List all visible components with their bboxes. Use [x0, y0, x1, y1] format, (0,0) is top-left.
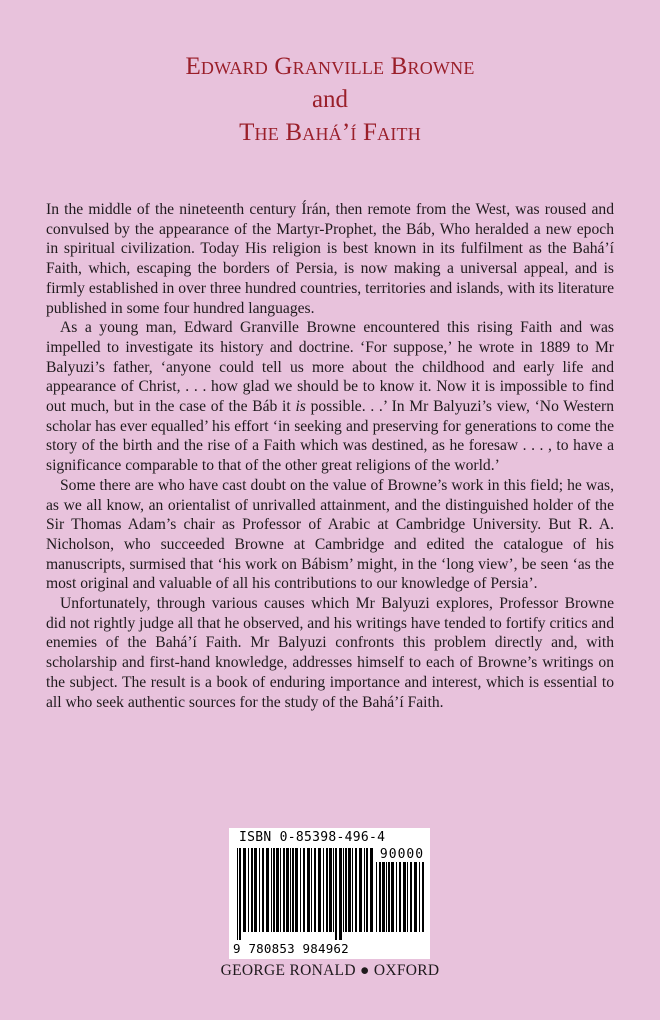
barcode-bar [290, 848, 291, 932]
barcode-bar [333, 848, 334, 932]
barcode-bar [283, 848, 285, 932]
barcode-bar [407, 862, 408, 932]
barcode-bar [388, 862, 390, 932]
barcode-bar [248, 848, 249, 932]
blurb-paragraph-4: Unfortunately, through various causes which Mr Balyuzi explores, Professor Browne did not rightly judge all that he observed, and his writings have tended to fortify critics and enemies of the Bahá’í Faith. Mr Balyuzi confronts this problem directly and, with scholarship and first-hand knowledge, addresses himself to each of Browne’s writings on the subject. The result is a book of enduring importance and interest, which is essential to all who seek authentic sources for the study of the Bahá’í Faith. [46, 595, 614, 711]
barcode-bar [399, 862, 401, 932]
barcode-bar [329, 848, 332, 932]
barcode-bar [243, 848, 246, 932]
barcode-bar [280, 848, 281, 932]
title-block [0, 50, 660, 149]
blurb-text [46, 200, 614, 712]
barcode-bar [419, 862, 420, 932]
barcode-bar [422, 862, 424, 932]
barcode-bar [352, 848, 353, 932]
barcode-bar [239, 848, 241, 940]
blurb-paragraph-3: Some there are who have cast doubt on the value of Browne’s work in this field; he was, as we all know, an orientalist of unrivalled attainment, and the distinguished holder of the Sir Thomas Adam’s chair as Professor of Arabic at Cambridge University. But R. A. Nicholson, who succeeded Browne at Cambridge and edited the catalogue of his manuscripts, surmised that ‘his work on Bábism’ might, in the ‘long view’, be seen ‘as the most original and valuable of all his contributions to our knowledge of Persia’. [46, 476, 614, 593]
barcode-bar [303, 848, 305, 932]
isbn-label: ISBN 0-85398-496-4 [239, 830, 386, 845]
barcode-bar [276, 848, 279, 932]
barcode-bar [370, 848, 373, 932]
title-line-3: The Bahá’í Faith [239, 119, 421, 146]
barcode-bar [300, 848, 301, 932]
barcode-bar [266, 848, 269, 932]
barcode-bar [326, 848, 328, 932]
ean-bars [237, 848, 373, 940]
barcode-bar [273, 848, 275, 932]
addon-number: 90000 [379, 847, 425, 862]
barcode [229, 828, 430, 959]
barcode-bar [366, 848, 368, 932]
barcode-bar [323, 848, 324, 932]
barcode-bar [307, 848, 310, 932]
barcode-bar [254, 848, 257, 932]
barcode-bar [271, 848, 272, 932]
barcode-bar [339, 848, 342, 940]
barcode-bar [379, 862, 381, 932]
barcode-bar [355, 848, 357, 932]
barcode-bar [348, 848, 351, 932]
barcode-bar [345, 848, 347, 932]
blurb-paragraph-2: As a young man, Edward Granville Browne encountered this rising Faith and was impelled to investigate its history and doctrine. ‘For suppose,’ he wrote in 1889 to Mr Balyuzi’s father, ‘anyone could tell us more about the childhood and early life and appearance of Christ, . . . how glad we should be to know it. Now it is impossible to find out much, but in the case of the Báb it is possible. . .’ In Mr Balyuzi’s view, ‘No Western scholar has ever equalled’ his effort ‘in seeking and preserving for generations to come the story of the birth and the rise of a Faith which was destined, as he foresaw . . . , to have a significance comparable to that of the other great religions of the world.’ [46, 319, 615, 475]
barcode-bar [410, 862, 412, 932]
barcode-bar [286, 848, 289, 932]
barcode-bar [382, 862, 385, 932]
barcode-bar [335, 848, 337, 940]
barcode-bar [403, 862, 406, 932]
addon-bars [376, 862, 424, 940]
barcode-bar [396, 862, 397, 932]
barcode-bar [262, 848, 264, 932]
barcode-bar [314, 848, 316, 932]
ean-number: 9 780853 984962 [233, 941, 349, 956]
publisher-imprint: GEORGE RONALD ● OXFORD [220, 962, 440, 979]
barcode-bar [318, 848, 321, 932]
barcode-bar [311, 848, 312, 932]
title-line-1: Edward Granville Browne [185, 53, 475, 80]
barcode-bar [237, 848, 238, 940]
barcode-bar [391, 862, 394, 932]
barcode-bar [376, 862, 377, 932]
barcode-bar [292, 848, 294, 932]
title-line-2: and [311, 86, 349, 113]
blurb-paragraph-1: In the middle of the nineteenth century Írán, then remote from the West, was roused and convulsed by the appearance of the Martyr-Prophet, the Báb, Who heralded a new epoch in spiritual civilization. Today His religion is best known in its fulfilment as the Bahá’í Faith, which, escaping the borders of Persia, is now making a universal appeal, and is firmly established in over three hundred countries, territories and islands, with its literature published in some four hundred languages. [46, 201, 614, 317]
barcode-bar [364, 848, 365, 932]
barcode-bar [386, 862, 387, 932]
barcode-bar [343, 848, 344, 932]
barcode-bar [359, 848, 362, 932]
barcode-bar [259, 848, 260, 932]
barcode-bar [414, 862, 417, 932]
barcode-bar [251, 848, 253, 932]
barcode-bar [295, 848, 298, 932]
